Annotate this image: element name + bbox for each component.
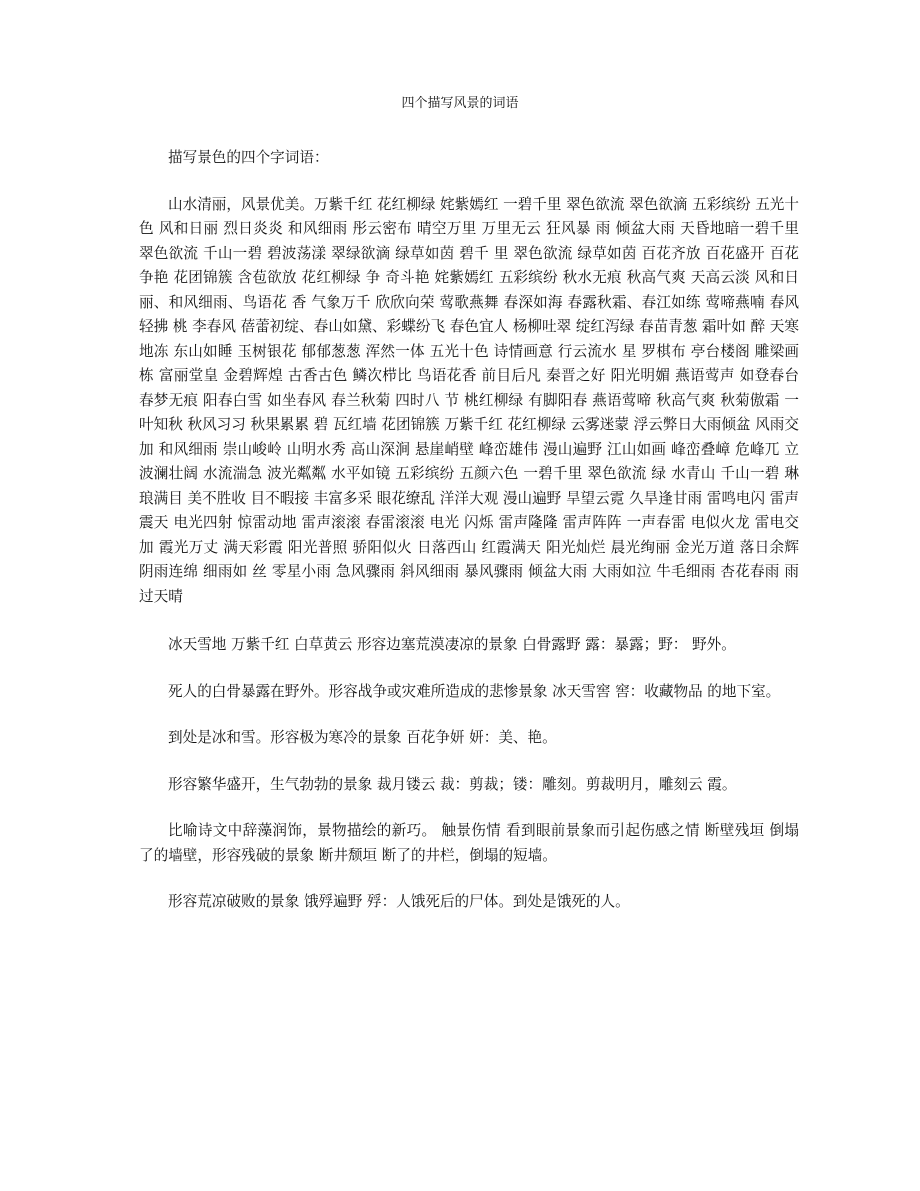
paragraph-word-list: 山水清丽，风景优美。万紫千红 花红柳绿 姹紫嫣红 一碧千里 翠色欲流 翠色欲滴 五彩缤纷 五光十色 风和日丽 烈日炎炎 和风细雨 彤云密布 晴空万里 万里无云 狂风暴 雨 倾盆大雨 天昏地暗一碧千里 翠色欲流 千山一碧 碧波荡漾 翠绿欲滴 绿草如茵 碧千 里 翠色欲流 绿草如茵 百花齐放 百花盛开 百花争艳 花团锦簇 含苞欲放 花红柳绿 争 奇斗艳 姹紫嫣红 五彩缤纷 秋水无痕 秋高气爽 天高云淡 风和日丽、和风细雨、鸟语花 香 气象万千 欣欣向荣 莺歌燕舞 春深如海 春露秋霜、春江如练 莺啼燕喃 春风轻拂 桃 李春风 蓓蕾初绽、春山如黛、彩蝶纷飞 春色宜人 杨柳吐翠 绽红泻绿 春苗青葱 霜叶如 醉 天寒地冻 东山如睡 玉树银花 郁郁葱葱 浑然一体 五光十色 诗情画意 行云流水 星 罗棋布 亭台楼阁 雕梁画栋 富丽堂皇 金碧辉煌 古香古色 鳞次栉比 鸟语花香 前目后凡 秦晋之好 阳光明媚 燕语莺声 如登春台 春梦无痕 阳春白雪 如坐春风 春兰秋菊 四时八 节 桃红柳绿 有脚阳春 燕语莺啼 秋高气爽 秋菊傲霜 一叶知秋 秋风习习 秋果累累 碧 瓦红墙 花团锦簇 万紫千红 花红柳绿 云雾迷蒙 浮云弊日大雨倾盆 风雨交加 和风细雨 崇山峻岭 山明水秀 高山深涧 悬崖峭壁 峰峦雄伟 漫山遍野 江山如画 峰峦叠嶂 危峰兀 立 波澜壮阔 水流湍急 波光粼粼 水平如镜 五彩缤纷 五颜六色 一碧千里 翠色欲流 绿 水青山 千山一碧 琳琅满目 美不胜收 目不暇接 丰富多采 眼花缭乱 洋洋大观 漫山遍野 旱望云霓 久旱逢甘雨 雷鸣电闪 雷声震天 电光四射 惊雷动地 雷声滚滚 春雷滚滚 电光 闪烁 雷声隆隆 雷声阵阵 一声春雷 电似火龙 雷电交加 霞光万丈 满天彩霞 阳光普照 骄阳似火 日落西山 红霞满天 阳光灿烂 晨光绚丽 金光万道 落日余辉 阴雨连绵 细雨如 丝 零星小雨 急风骤雨 斜风细雨 暴风骤雨 倾盆大雨 大雨如泣 牛毛细雨 杏花春雨 雨 过天晴 (139, 195, 799, 605)
paragraph-7: 比喻诗文中辞藻润饰，景物描绘的新巧。 触景伤情 看到眼前景象而引起伤感之情 断壁残垣 倒塌了的墙壁，形容残破的景象 断井颓垣 断了的井栏，倒塌的短墙。 (139, 822, 799, 864)
document-body (139, 146, 799, 937)
document-title: 四个描写风景的词语 (401, 96, 519, 111)
paragraph-4: 死人的白骨暴露在野外。形容战争或灾难所造成的悲惨景象 冰天雪窖 窖：收藏物品 的地下室。 (168, 682, 781, 700)
paragraph-5: 到处是冰和雪。形容极为寒冷的景象 百花争妍 妍：美、艳。 (168, 729, 557, 746)
paragraph-8: 形容荒凉破败的景象 饿殍遍野 殍：人饿死后的尸体。到处是饿死的人。 (168, 893, 630, 910)
paragraph-6: 形容繁华盛开，生气勃勃的景象 裁月镂云 裁：剪裁；镂：雕刻。剪裁明月，雕刻云 霞。 (168, 775, 737, 793)
paragraph-3: 冰天雪地 万紫千红 白草黄云 形容边塞荒漠凄凉的景象 白骨露野 露：暴露；野： 野外。 (168, 636, 736, 653)
paragraph-intro: 描写景色的四个字词语： (168, 149, 329, 166)
